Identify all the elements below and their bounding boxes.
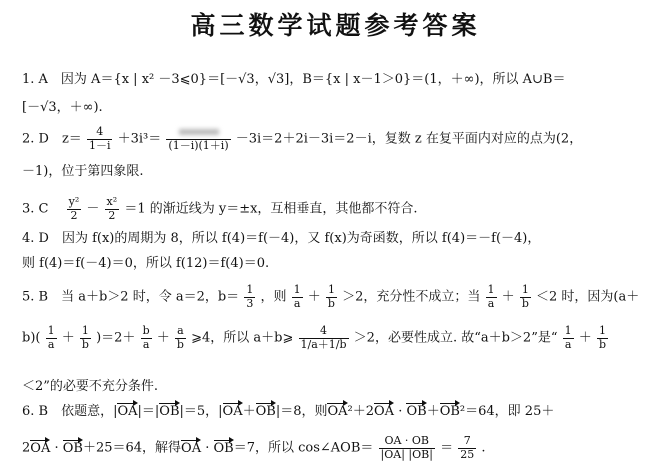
q2-text-b: ＋3i³＝ <box>117 131 162 147</box>
q3-fraction-1: $\frac{\text{y²}}{2}$ <box>68 195 80 222</box>
q2-text-c: －3i＝2＋2i－3i＝2－i，复数 z 在复平面内对应的点为(2， <box>235 131 583 147</box>
fraction: $\frac{1}{a}$ <box>47 324 55 351</box>
fraction: $\frac{1}{a}$ <box>564 324 572 351</box>
fraction: $\frac{a}{b}$ <box>176 324 184 351</box>
q3-fraction-2: $\frac{\text{x²}}{2}$ <box>106 195 118 222</box>
q5-line-3: ＜2”的必要不充分条件. <box>22 379 159 394</box>
q2-fraction-1: $\frac{4}{1-i}$ <box>88 125 111 152</box>
q4-line-2: 则 f(4)＝f(－4)＝0，所以 f(12)＝f(4)＝0. <box>22 256 270 271</box>
compound-fraction: $\frac{4}{1/a+1/b}$ <box>300 324 347 351</box>
q2-line-2: －1)，位于第四象限. <box>22 164 144 179</box>
fraction: $\frac{1}{a}$ <box>293 283 301 310</box>
fraction: $\frac{1}{b}$ <box>327 283 335 310</box>
q3-line: 3. C $\frac{\text{y²}}{2}$ － $\frac{\text{x²}}{2}$ ＝1 的渐近线为 y＝±x，互相垂直，其他都不符合. <box>22 195 418 222</box>
cos-fraction: $\frac{OA \cdot OB}{|OA| |OB|}$ <box>380 434 433 461</box>
fraction: $\frac{1}{b}$ <box>521 283 529 310</box>
q6-line-1: 6. B 依题意，|OA|＝|OB|＝5，|OA＋OB|＝8，则OA²＋2OA · OB＋OB²＝64，即 25＋ <box>22 404 555 419</box>
q1-line-2: [－√3，＋∞). <box>22 100 103 115</box>
q1-line-1: 1. A 因为 A＝{x | x² －3⩽0}＝[－√3，√3]，B＝{x | x－1＞0}＝(1，＋∞)，所以 A∪B＝ <box>22 72 566 87</box>
fraction: $\frac{b}{a}$ <box>142 324 150 351</box>
page-title: 高三数学试题参考答案 <box>190 11 481 40</box>
blurred-numerator <box>179 129 219 135</box>
fraction: $\frac{1}{b}$ <box>81 324 89 351</box>
fraction: $\frac{1}{3}$ <box>246 283 254 310</box>
q2-fraction-2: (1－i)(1＋i) <box>166 126 230 152</box>
q4-line-1: 4. D 因为 f(x)的周期为 8，所以 f(4)＝f(－4)，又 f(x)为奇函数，所以 f(4)＝－f(－4)， <box>22 231 541 246</box>
q6-line-2: 2OA · OB＋25＝64，解得OA · OB＝7，所以 cos∠AOB＝ $\frac{OA \cdot OB}{|OA| |OB|}$ ＝ $\frac{7}{25}$ . <box>22 434 486 461</box>
fraction: $\frac{7}{25}$ <box>460 434 475 461</box>
fraction: $\frac{1}{a}$ <box>487 283 495 310</box>
q2-text-a: 2. D z＝ <box>22 131 82 147</box>
fraction: $\frac{1}{b}$ <box>598 324 606 351</box>
q5-line-1: 5. B 当 a＋b＞2 时，令 a＝2，b＝ $\frac{1}{3}$ ，则 $\frac{1}{a}$ ＋ $\frac{1}{b}$ ＞2，充分性不成立；当 $\frac{1}{a}$ ＋ $\frac{1}{b}$ ＜2 时，因为(a＋ <box>22 283 640 310</box>
q5-line-2: b)( $\frac{1}{a}$ ＋ $\frac{1}{b}$ )＝2＋ $\frac{b}{a}$ ＋ $\frac{a}{b}$ ⩾4，所以 a＋b⩾ $\frac{4}{1/a+1/b}$ ＞2，必要性成立. 故“a＋b＞2”是“ $\frac{1}{a}$ ＋ $\frac{1}{b}$ <box>22 324 606 351</box>
q2-line-1 <box>22 126 582 152</box>
